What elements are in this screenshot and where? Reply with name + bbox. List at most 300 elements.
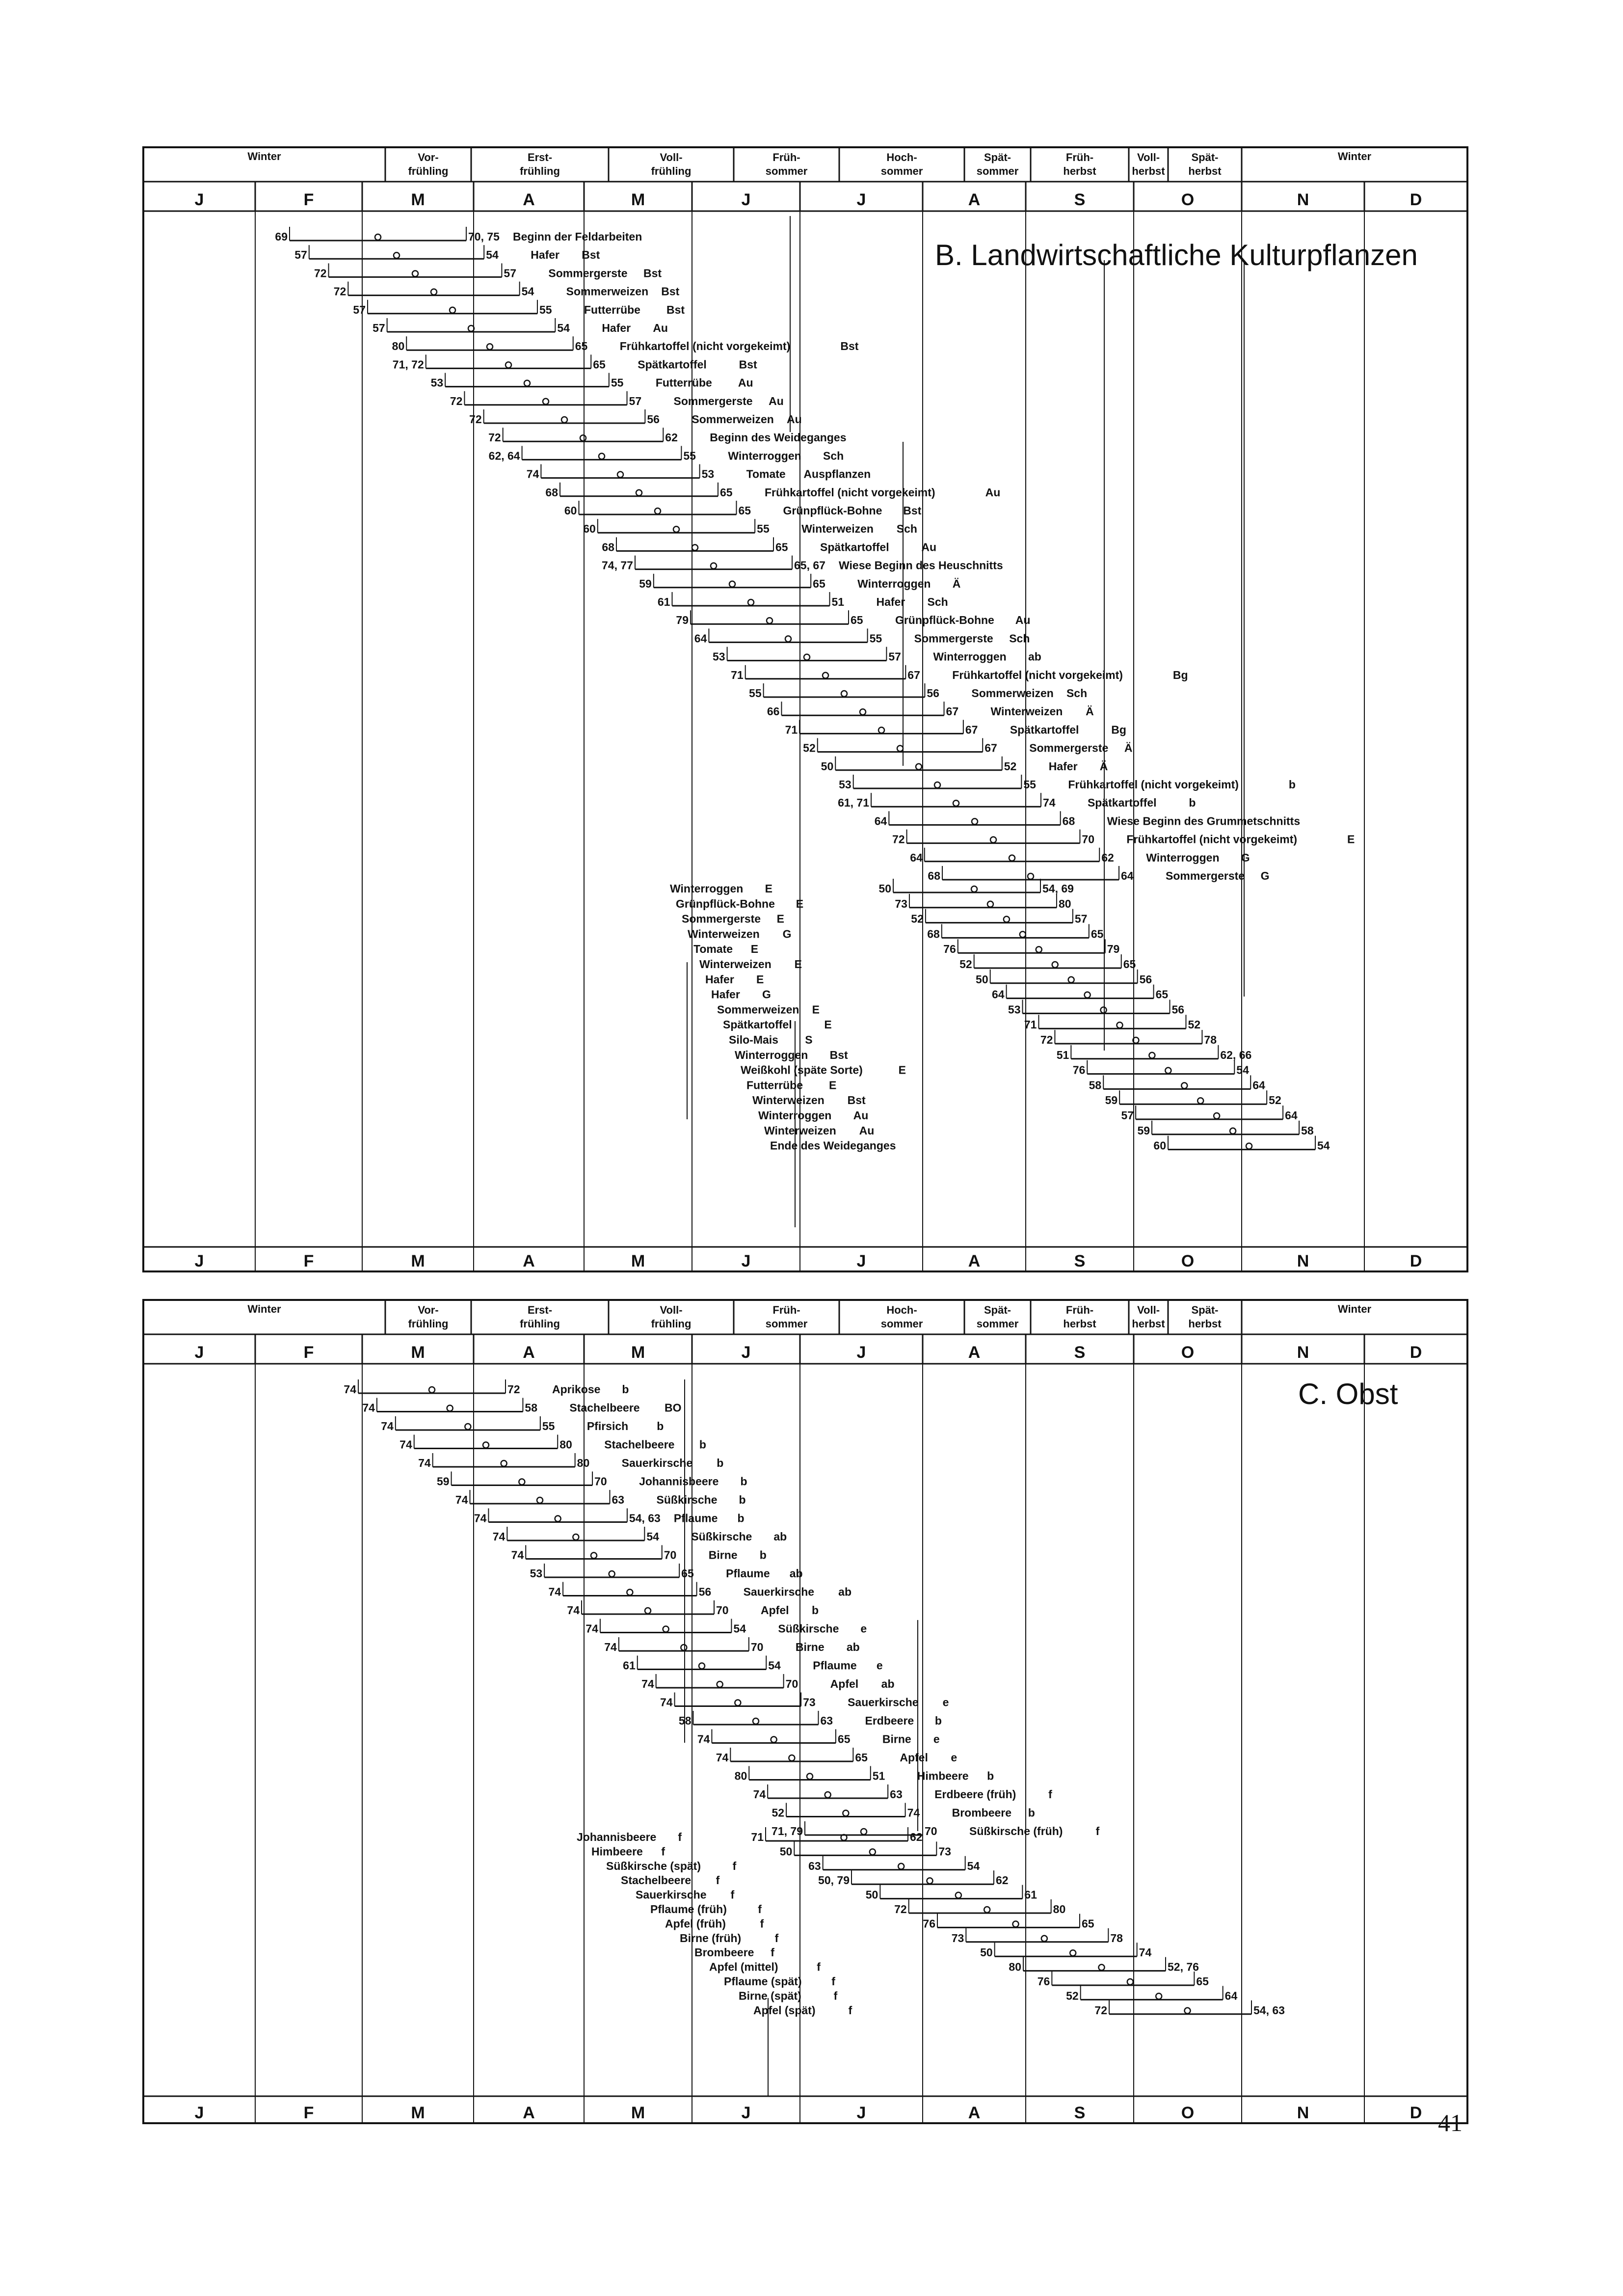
month-label-bottom: M [411, 1252, 425, 1270]
event-mean-marker [673, 526, 679, 532]
event-earliest-year: 52 [803, 741, 816, 755]
late-event-earliest-year: 50 [779, 1845, 793, 1858]
month-label-bottom: F [303, 1252, 314, 1270]
event-latest-year: 53 [701, 467, 715, 481]
late-event-label: Spätkartoffel [723, 1018, 792, 1031]
event-mean-marker [561, 417, 567, 423]
event-code: Au [786, 413, 802, 426]
event-code: e [951, 1751, 958, 1764]
event-earliest-year: 79 [676, 614, 689, 627]
event-label: Sauerkirsche [621, 1457, 693, 1469]
event-label: Stachelbeere [569, 1401, 640, 1414]
late-event-mean-marker [1181, 1082, 1187, 1088]
late-event-code: Bst [847, 1094, 866, 1107]
event-mean-marker [699, 1663, 705, 1669]
event-mean-marker [617, 472, 623, 478]
event-mean-marker [711, 563, 717, 569]
event-latest-year: 64 [1121, 869, 1134, 882]
page-number: 41 [1438, 2109, 1463, 2136]
month-label-bottom: M [631, 2104, 645, 2122]
event-code: Bst [840, 340, 859, 353]
late-event-label: Winterroggen [735, 1048, 808, 1061]
event-latest-year: 57 [504, 267, 517, 280]
event-label: Pflaume [673, 1512, 718, 1525]
month-label-bottom: J [741, 1252, 751, 1270]
event-earliest-year: 64 [694, 632, 707, 645]
late-event-earliest-year: 73 [895, 897, 907, 910]
event-mean-marker [519, 1479, 525, 1485]
event-latest-year: 74 [907, 1806, 920, 1819]
event-latest-year: 65 [850, 614, 863, 627]
late-event-earliest-year: 59 [1105, 1094, 1118, 1107]
event-earliest-year: 55 [749, 687, 762, 700]
event-label: Hafer [1048, 759, 1078, 773]
event-latest-year: 54 [646, 1530, 659, 1543]
late-event-latest-year: 64 [1224, 1989, 1238, 2002]
event-label: Sommergerste [914, 632, 993, 645]
event-earliest-year: 61 [657, 595, 670, 608]
late-event-latest-year: 57 [1074, 912, 1088, 925]
late-event-code: f [760, 1917, 764, 1930]
event-label: Futterrübe [584, 303, 640, 316]
late-event-latest-year: 54, 63 [1253, 2003, 1285, 2017]
event-code: Bg [1111, 723, 1126, 736]
month-label-top: D [1410, 190, 1422, 209]
event-label: Apfel [761, 1604, 789, 1617]
event-label: Winterroggen [1146, 851, 1220, 864]
event-label: Frühkartoffel (nicht vorgekeimt) [1126, 833, 1298, 846]
event-label: Sommergerste [673, 394, 753, 407]
event-earliest-year: 68 [545, 486, 559, 499]
event-label: Sommerweizen [971, 687, 1054, 700]
event-earliest-year: 74 [362, 1401, 375, 1414]
late-event-mean-marker [1165, 1068, 1171, 1074]
event-latest-year: 65 [719, 486, 733, 499]
event-code: Bst [643, 267, 662, 280]
late-event-latest-year: 80 [1058, 897, 1071, 910]
event-mean-marker [825, 1792, 831, 1798]
late-event-earliest-year: 58 [1089, 1079, 1102, 1092]
season-label: sommer [765, 165, 808, 177]
event-latest-year: 54 [557, 322, 570, 334]
late-event-code: f [678, 1831, 682, 1843]
event-earliest-year: 74 [585, 1622, 598, 1635]
event-label: Frühkartoffel (nicht vorgekeimt) [952, 668, 1123, 681]
event-earliest-year: 61 [623, 1659, 636, 1672]
late-event-code: E [898, 1063, 906, 1077]
event-latest-year: 70, 75 [468, 230, 500, 243]
event-code: Sch [927, 595, 948, 608]
event-mean-marker [431, 289, 437, 295]
event-mean-marker [580, 435, 586, 441]
season-label: frühling [520, 165, 560, 177]
event-label: Frühkartoffel (nicht vorgekeimt) [764, 486, 935, 499]
event-mean-marker [447, 1405, 453, 1411]
event-earliest-year: 72 [314, 267, 327, 280]
late-event-mean-marker [870, 1849, 876, 1855]
event-label: Pflaume [726, 1567, 770, 1580]
event-latest-year: 67 [946, 705, 959, 718]
event-earliest-year: 74 [548, 1585, 561, 1598]
month-label-bottom: A [968, 1252, 981, 1270]
late-event-mean-marker [1197, 1098, 1203, 1104]
season-label: sommer [765, 1318, 808, 1330]
event-earliest-year: 68 [602, 540, 614, 554]
late-event-earliest-year: 59 [1137, 1124, 1150, 1137]
late-event-code: f [661, 1845, 665, 1858]
event-latest-year: 70 [785, 1677, 798, 1690]
late-event-mean-marker [956, 1892, 961, 1898]
event-latest-year: 57 [629, 394, 642, 407]
month-label-top: S [1074, 190, 1086, 209]
event-mean-marker [599, 453, 605, 459]
season-label: herbst [1063, 1318, 1096, 1330]
late-event-code: E [824, 1018, 832, 1031]
late-event-mean-marker [1085, 992, 1091, 998]
event-mean-marker [524, 380, 530, 386]
late-event-label: Silo-Mais [729, 1033, 778, 1046]
late-event-earliest-year: 63 [808, 1859, 821, 1872]
event-code: b [1288, 778, 1296, 791]
event-earliest-year: 71 [731, 668, 744, 681]
month-label-bottom: S [1074, 2104, 1086, 2122]
event-code: G [1241, 851, 1250, 864]
season-label: sommer [976, 1318, 1019, 1330]
late-event-latest-year: 62 [910, 1831, 923, 1843]
late-event-mean-marker [1036, 946, 1042, 952]
event-earliest-year: 52 [772, 1806, 785, 1819]
event-code: ab [773, 1530, 787, 1543]
event-label: Winterweizen [801, 522, 874, 536]
event-label: Wiese Beginn des Heuschnitts [839, 559, 1003, 572]
late-event-code: G [782, 927, 792, 941]
event-code: b [812, 1604, 819, 1617]
late-event-latest-year: 65 [1123, 958, 1136, 971]
late-event-mean-marker [1127, 1979, 1133, 1985]
event-latest-year: 65, 67 [794, 559, 825, 572]
month-label-bottom: N [1297, 2104, 1309, 2122]
late-event-label: Hafer [711, 988, 740, 1001]
season-label: Voll- [660, 1304, 683, 1316]
event-latest-year: 55 [869, 632, 882, 645]
event-code: ab [838, 1585, 852, 1598]
event-code: E [1347, 833, 1355, 846]
event-mean-marker [729, 581, 735, 587]
event-mean-marker [681, 1645, 687, 1650]
season-label: Spät- [984, 1304, 1011, 1316]
event-label: Tomate [746, 467, 786, 481]
event-code: G [1260, 869, 1270, 882]
event-code: b [717, 1457, 724, 1469]
season-label: Voll- [660, 151, 683, 163]
late-event-code: f [771, 1946, 774, 1959]
event-earliest-year: 71, 72 [392, 358, 424, 371]
late-event-code: E [829, 1079, 837, 1092]
late-event-mean-marker [1185, 2008, 1191, 2014]
late-event-label: Futterrübe [746, 1079, 803, 1092]
late-event-label: Apfel (mittel) [709, 1960, 778, 1973]
month-label-bottom: J [856, 2104, 866, 2122]
event-earliest-year: 53 [713, 650, 725, 663]
late-event-label: Pflaume (früh) [650, 1903, 727, 1916]
late-event-label: Sommergerste [682, 912, 761, 925]
event-code: b [657, 1420, 664, 1432]
event-code: Bg [1172, 668, 1188, 681]
late-event-label: Winterweizen [752, 1094, 825, 1107]
late-event-earliest-year: 50 [878, 882, 891, 895]
event-earliest-year: 59 [639, 577, 652, 590]
late-event-label: Stachelbeere [621, 1874, 692, 1887]
event-label: Stachelbeere [604, 1438, 675, 1451]
event-label: Birne [795, 1641, 825, 1653]
event-code: Au [653, 322, 668, 334]
event-earliest-year: 60 [564, 504, 577, 517]
late-event-latest-year: 78 [1110, 1931, 1123, 1945]
late-event-earliest-year: 50, 79 [818, 1874, 850, 1887]
event-latest-year: 55 [539, 303, 552, 316]
event-label: Süßkirsche [656, 1493, 718, 1506]
event-label: Sommergerste [1166, 869, 1245, 882]
late-event-earliest-year: 60 [1153, 1139, 1166, 1152]
event-latest-year: 65 [575, 340, 588, 353]
event-mean-marker [767, 618, 772, 623]
event-latest-year: 65 [855, 1751, 868, 1764]
late-event-latest-year: 65 [1091, 927, 1104, 941]
event-latest-year: 51 [872, 1769, 885, 1783]
late-event-mean-marker [1070, 1950, 1076, 1956]
event-latest-year: 70 [716, 1604, 729, 1617]
event-code: ab [846, 1641, 860, 1653]
late-event-earliest-year: 64 [991, 988, 1005, 1001]
event-latest-year: 67 [984, 741, 997, 755]
late-event-mean-marker [984, 1907, 990, 1913]
panel-frame [143, 1300, 1467, 2123]
event-earliest-year: 72 [333, 285, 346, 298]
late-event-earliest-year: 50 [976, 972, 988, 986]
month-label-top: J [856, 1343, 866, 1362]
event-latest-year: 63 [612, 1493, 625, 1506]
event-mean-marker [878, 727, 884, 733]
event-earliest-year: 74 [660, 1696, 673, 1709]
event-earliest-year: 57 [294, 248, 307, 262]
event-code: Ä [1099, 759, 1108, 773]
event-code: Bst [903, 504, 922, 517]
event-mean-marker [692, 544, 698, 550]
month-label-bottom: J [194, 1252, 204, 1270]
event-earliest-year: 74 [753, 1788, 766, 1801]
late-event-earliest-year: 52 [1066, 1989, 1079, 2002]
event-earliest-year: 72 [450, 394, 463, 407]
event-code: e [860, 1622, 867, 1635]
late-event-latest-year: 54 [1236, 1063, 1249, 1077]
event-mean-marker [990, 837, 996, 843]
event-latest-year: 72 [507, 1383, 520, 1396]
late-event-earliest-year: 80 [1009, 1960, 1021, 1973]
event-mean-marker [860, 709, 866, 715]
event-mean-marker [861, 1829, 867, 1835]
month-label-top: J [194, 1343, 204, 1362]
event-latest-year: 55 [611, 376, 624, 389]
event-label: Sauerkirsche [743, 1585, 815, 1598]
late-event-label: Johannisbeere [577, 1831, 657, 1843]
season-label: Spät- [1191, 1304, 1219, 1316]
event-mean-marker [785, 636, 791, 642]
event-earliest-year: 74 [455, 1493, 468, 1506]
late-event-earliest-year: 51 [1056, 1048, 1069, 1061]
month-label-bottom: N [1297, 1252, 1309, 1270]
season-label: herbst [1188, 1318, 1222, 1330]
event-code: Sch [896, 522, 917, 536]
event-code: Sch [823, 449, 844, 462]
event-label: Beginn der Feldarbeiten [513, 230, 642, 243]
event-latest-year: 63 [820, 1714, 833, 1727]
event-label: Sommerweizen [566, 285, 649, 298]
season-label: Winter [1337, 1303, 1372, 1315]
chart-title: B. Landwirtschaftliche Kulturpflanzen [935, 239, 1418, 271]
late-event-latest-year: 65 [1196, 1975, 1209, 1988]
event-mean-marker [823, 673, 828, 678]
late-event-earliest-year: 50 [980, 1946, 993, 1959]
late-event-latest-year: 65 [1082, 1917, 1094, 1930]
event-latest-year: 70 [664, 1548, 677, 1562]
season-label: herbst [1132, 1318, 1165, 1330]
event-code: Au [985, 486, 1001, 499]
event-label: Hafer [876, 595, 905, 608]
month-label-top: M [631, 190, 645, 209]
event-earliest-year: 53 [530, 1567, 543, 1580]
event-latest-year: 73 [803, 1696, 816, 1709]
event-earliest-year: 74 [399, 1438, 412, 1451]
late-event-label: Apfel (früh) [665, 1917, 726, 1930]
event-label: Erdbeere (früh) [934, 1788, 1016, 1801]
event-earliest-year: 74 [344, 1383, 356, 1396]
month-label-bottom: M [411, 2104, 425, 2122]
late-event-mean-marker [987, 901, 993, 907]
event-earliest-year: 74 [526, 467, 539, 481]
event-label: Grünpflück-Bohne [895, 614, 994, 627]
season-label: herbst [1188, 165, 1222, 177]
chart-title: C. Obst [1298, 1378, 1398, 1410]
late-event-label: Hafer [705, 972, 734, 986]
event-mean-marker [609, 1571, 615, 1577]
late-event-mean-marker [1156, 1993, 1162, 1999]
late-event-label: Tomate [693, 943, 733, 956]
event-label: Sauerkirsche [848, 1696, 919, 1709]
season-label: Hoch- [886, 1304, 917, 1316]
event-label: Birne [882, 1732, 911, 1746]
event-latest-year: 70 [750, 1641, 764, 1653]
late-event-label: Birne (früh) [680, 1931, 742, 1945]
event-mean-marker [573, 1534, 579, 1540]
late-event-label: Winterroggen [670, 882, 744, 895]
event-label: Süßkirsche [778, 1622, 839, 1635]
late-event-code: f [716, 1874, 720, 1887]
late-event-code: Bst [829, 1048, 848, 1061]
event-mean-marker [506, 362, 511, 368]
event-label: Wiese Beginn des Grummetschnitts [1107, 814, 1301, 828]
late-event-label: Apfel (spät) [753, 2003, 816, 2017]
event-latest-year: 54, 63 [629, 1512, 661, 1525]
event-earliest-year: 74 [641, 1677, 654, 1690]
event-earliest-year: 59 [436, 1475, 450, 1488]
event-label: Birne [708, 1548, 738, 1562]
late-event-latest-year: 80 [1053, 1903, 1066, 1916]
event-code: b [934, 1714, 942, 1727]
month-label-top: S [1074, 1343, 1086, 1362]
event-earliest-year: 66 [767, 705, 780, 718]
late-event-mean-marker [1020, 931, 1026, 937]
month-label-bottom: J [741, 2104, 751, 2122]
event-earliest-year: 74, 77 [602, 559, 633, 572]
event-mean-marker [1028, 873, 1034, 879]
event-mean-marker [627, 1590, 633, 1595]
event-label: Himbeere [917, 1769, 969, 1783]
event-label: Beginn des Weideganges [710, 431, 847, 444]
event-label: Apfel [830, 1677, 859, 1690]
late-event-latest-year: 52 [1188, 1018, 1201, 1031]
event-earliest-year: 74 [418, 1457, 431, 1469]
event-earliest-year: 80 [392, 340, 405, 353]
late-event-mean-marker [971, 886, 977, 892]
event-earliest-year: 80 [734, 1769, 747, 1783]
late-event-latest-year: 73 [938, 1845, 951, 1858]
event-code: e [876, 1659, 883, 1672]
event-earliest-year: 53 [839, 778, 851, 791]
event-latest-year: 52 [1004, 759, 1017, 773]
event-label: Spätkartoffel [820, 540, 889, 554]
event-label: Frühkartoffel (nicht vorgekeimt) [1068, 778, 1239, 791]
late-event-mean-marker [1230, 1128, 1236, 1134]
late-event-code: E [794, 958, 802, 971]
event-mean-marker [663, 1626, 669, 1632]
late-event-code: f [730, 1888, 735, 1901]
month-label-top: J [741, 190, 751, 209]
event-label: Pfirsich [586, 1420, 629, 1432]
event-latest-year: 80 [559, 1438, 572, 1451]
event-earliest-year: 71 [785, 723, 798, 736]
season-label: Winter [247, 1303, 281, 1315]
late-event-mean-marker [1117, 1022, 1122, 1028]
event-label: Hafer [602, 322, 631, 334]
event-code: Bst [666, 303, 685, 316]
late-event-earliest-year: 71 [1024, 1018, 1037, 1031]
late-event-latest-year: 54 [967, 1859, 980, 1872]
late-event-mean-marker [898, 1864, 904, 1869]
event-label: Aprikose [552, 1383, 601, 1396]
month-label-top: F [303, 1343, 314, 1362]
event-earliest-year: 68 [928, 869, 940, 882]
late-event-mean-marker [1004, 917, 1010, 922]
event-earliest-year: 64 [910, 851, 923, 864]
season-label: frühling [408, 1318, 449, 1330]
event-code: Bst [739, 358, 757, 371]
event-code: ab [1028, 650, 1041, 663]
season-label: herbst [1132, 165, 1165, 177]
season-label: Erst- [527, 151, 553, 163]
event-mean-marker [804, 654, 810, 660]
event-label: Sommerweizen [692, 413, 774, 426]
late-event-code: E [765, 882, 772, 895]
event-code: ab [789, 1567, 803, 1580]
event-label: Hafer [531, 248, 560, 262]
late-event-latest-year: 56 [1139, 972, 1152, 986]
event-label: Süßkirsche [691, 1530, 752, 1543]
late-event-mean-marker [1101, 1007, 1107, 1013]
month-label-top: N [1297, 190, 1309, 209]
event-latest-year: 56 [927, 687, 939, 700]
event-latest-year: 54 [486, 248, 499, 262]
month-label-top: D [1410, 1343, 1422, 1362]
